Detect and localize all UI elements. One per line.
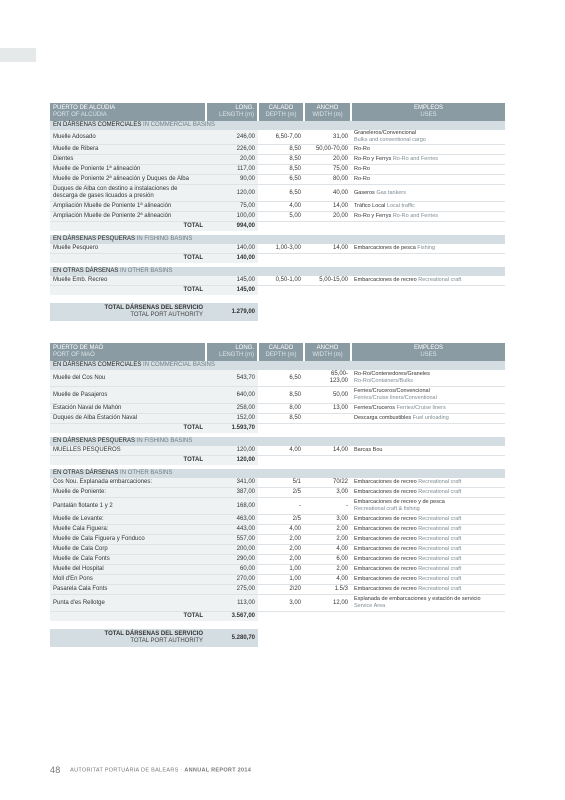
section-label [50,437,505,446]
length-value: 443,00 [206,525,258,535]
length-value: 145,00 [206,276,258,286]
berth-name: Cos Nou. Explanada embarcaciones: [50,478,206,488]
width-value: 13,00 [304,404,351,414]
depth-value: 2,00 [258,555,304,565]
depth-value: 1,00 [258,575,304,585]
length-value: 640,00 [206,387,258,404]
table-row [50,488,505,498]
width-value: 14,00 [304,446,351,456]
uses-cell [351,478,505,488]
section-label [50,267,505,276]
depth-value: 2,00 [258,545,304,555]
depth-value: 3,00 [258,595,304,612]
uses-cell [351,545,505,555]
berth-name: Muelle Adosado [50,130,206,145]
berth-name: Punta d'es Rellotge [50,595,206,612]
section-label-es: EN DÁRSENAS PESQUERAS [53,438,136,444]
page-number: 48 [50,765,61,775]
table-row [50,446,505,456]
uses-es: Ferries/Cruceros/Convencional [354,388,430,394]
length-value: 226,00 [206,145,258,155]
uses-cell [351,585,505,595]
width-value: 20,00 [304,212,351,222]
section-total-label: TOTAL [50,254,206,264]
berth-name: Muelle Pesquero [50,244,206,254]
length-value: 463,00 [206,515,258,525]
depth-value: 1,00-3,00 [258,244,304,254]
berth-name: Muelle de Cala Corp [50,545,206,555]
uses-en: Fuel unloading [412,415,449,421]
table-row [50,525,505,535]
col-length-header: LONG. LENGTH (m) [206,103,258,121]
section-label-en: IN OTHER BASINS [120,470,173,476]
uses-es: Embarcaciones de recreo y de pesca [354,499,445,505]
uses-es: Embarcaciones de recreo [354,556,417,562]
col-uses-header: EMPLEOS USES [351,103,505,121]
length-value: 543,70 [206,370,258,387]
uses-es: Ro-Ro [354,166,370,172]
width-value: 6,00 [304,555,351,565]
port-title: PUERTO DE ALCÚDIA PORT OF ALCÚDIA [50,103,206,121]
grand-total-value: 1.279,00 [206,303,258,321]
uses-cell [351,155,505,165]
berth-name: Muelle de Cala Fonts [50,555,206,565]
berth-name: Muelle de Pasajeros [50,387,206,404]
uses-en: Fishing [417,245,436,251]
uses-cell [351,595,505,612]
width-value: 4,00 [304,545,351,555]
section-header-row [50,267,505,276]
uses-cell [351,185,505,202]
uses-cell [351,404,505,414]
uses-cell [351,414,505,424]
section-header-row [50,437,505,446]
depth-value: 8,50 [258,387,304,404]
table-row [50,276,505,286]
section-total-row [50,424,505,434]
section-total-row [50,612,505,622]
width-value [304,414,351,424]
uses-cell [351,244,505,254]
depth-value: 4,00 [258,446,304,456]
width-value: 4,00 [304,575,351,585]
section-label-es: EN DÁRSENAS COMERCIALES [53,362,142,368]
footer-org: AUTORITAT PORTUÀRIA DE BALEARS [70,767,179,774]
uses-cell [351,175,505,185]
length-value: 75,00 [206,202,258,212]
uses-es: Embarcaciones de recreo [354,586,417,592]
uses-es: Embarcaciones de recreo [354,536,417,542]
table-row [50,130,505,145]
grand-total-label: TOTAL DÁRSENAS DEL SERVICIO TOTAL PORT AUTHORITY [50,303,206,321]
depth-value: 8,50 [258,145,304,155]
table-row [50,545,505,555]
table-row [50,244,505,254]
berth-name: Duques de Alba Estación Naval [50,414,206,424]
width-value: 20,00 [304,155,351,165]
berth-name: Muelle de Cala Figuera y Fonduco [50,535,206,545]
depth-value: 5,00 [258,212,304,222]
length-value: 20,00 [206,155,258,165]
section-label-en: IN FISHING BASINS [136,236,193,242]
width-value: 2,00 [304,525,351,535]
table-row [50,595,505,612]
section-label-en: IN FISHING BASINS [136,438,193,444]
width-value: 14,00 [304,202,351,212]
uses-en: Ro-Ro and Ferries [392,156,439,162]
width-value: 2,00 [304,535,351,545]
table-row [50,414,505,424]
width-value: 80,00 [304,175,351,185]
table-row [50,202,505,212]
section-total-value: 994,00 [206,222,258,232]
berth-name: Muelle Cala Figuera: [50,525,206,535]
uses-es: Barcas Bou [354,447,383,453]
section-label [50,121,505,130]
depth-value: 2\20 [258,585,304,595]
table-row [50,185,505,202]
uses-es: Descarga combustibles [354,415,412,421]
section-total-label: TOTAL [50,424,206,434]
uses-es: Embarcaciones de recreo [354,566,417,572]
width-value: 70/22 [304,478,351,488]
alcudia-table [50,103,505,321]
uses-cell [351,446,505,456]
berth-name: Moll d'En Pons [50,575,206,585]
grand-total-row [50,629,505,647]
width-value: 14,00 [304,244,351,254]
section-total-label: TOTAL [50,222,206,232]
depth-value: 6,50-7,00 [258,130,304,145]
width-value: 1.5/3 [304,585,351,595]
section-label-es: EN OTRAS DÁRSENAS [53,470,119,476]
table-row [50,370,505,387]
uses-cell [351,276,505,286]
uses-es: Embarcaciones de recreo [354,277,417,283]
uses-en: Recreational craft [418,576,462,582]
section-total-row [50,286,505,296]
col-uses-header: EMPLEOS USES [351,343,505,361]
width-value: 2,00 [304,565,351,575]
width-value: 50,00-70,00 [304,145,351,155]
mao-table [50,343,505,647]
section-label [50,361,505,370]
table-row [50,387,505,404]
berth-name: Muelle Emb. Recreo [50,276,206,286]
width-value: 12,00 [304,595,351,612]
grand-total-row [50,303,505,321]
uses-en: Service Area [354,603,386,609]
uses-en: Ro-Ro/Containers/Bulks [354,378,413,384]
uses-cell [351,555,505,565]
uses-en: Ferries/Cruise liners/Conventional [354,395,437,401]
side-tab-marker [0,48,36,62]
uses-cell [351,525,505,535]
section-total-value: 145,00 [206,286,258,296]
length-value: 117,00 [206,165,258,175]
depth-value: 8,50 [258,165,304,175]
uses-es: Ferries/Cruceros [354,405,395,411]
length-value: 140,00 [206,244,258,254]
grand-total-label: TOTAL DÁRSENAS DEL SERVICIO TOTAL PORT AUTHORITY [50,629,206,647]
width-value: 3,00 [304,515,351,525]
length-value: 246,00 [206,130,258,145]
uses-es: Embarcaciones de recreo [354,576,417,582]
berth-name: Muelle de Poniente: [50,488,206,498]
length-value: 258,00 [206,404,258,414]
table-row [50,478,505,488]
length-value: 270,00 [206,575,258,585]
uses-es: Embarcaciones de recreo [354,489,417,495]
length-value: 152,00 [206,414,258,424]
length-value: 557,00 [206,535,258,545]
uses-es: Tráfico Local [354,203,386,209]
berth-name: Pasarela Cala Fonts [50,585,206,595]
uses-cell [351,212,505,222]
depth-value: 8,50 [258,414,304,424]
depth-value: 2/5 [258,488,304,498]
section-header-row [50,469,505,478]
uses-en: Recreational craft [418,489,462,495]
col-length-header: LONG. LENGTH (m) [206,343,258,361]
uses-cell [351,165,505,175]
section-total-value: 120,00 [206,456,258,466]
berth-name: Estación Naval de Mahón [50,404,206,414]
uses-en: Recreational craft & fishing [354,506,420,512]
berth-name: Duques de Alba con destino a instalaciones de descarga de gases licuados a presión [50,185,206,202]
col-width-header: ANCHO WIDTH (m) [304,103,351,121]
length-value: 275,00 [206,585,258,595]
uses-es: Embarcaciones de pesca [354,245,416,251]
length-value: 60,00 [206,565,258,575]
uses-en: Gas tankers [376,189,406,196]
table-row [50,165,505,175]
table-row [50,585,505,595]
depth-value: 0,50-1,00 [258,276,304,286]
width-value: 40,00 [304,185,351,202]
width-value: 31,00 [304,130,351,145]
table-row [50,175,505,185]
depth-value: - [258,498,304,515]
length-value: 113,00 [206,595,258,612]
section-total-value: 3.567,00 [206,612,258,622]
table-row [50,515,505,525]
uses-en: Recreational craft [418,516,462,522]
section-label-es: EN DÁRSENAS COMERCIALES [53,122,142,128]
uses-cell [351,565,505,575]
uses-en: Recreational craft [418,536,462,542]
table-row [50,535,505,545]
width-value: 50,00 [304,387,351,404]
uses-es: Embarcaciones de recreo [354,516,417,522]
uses-en: Recreational craft [418,566,462,572]
depth-value: 8,00 [258,404,304,414]
uses-es: Graneleros/Convencional [354,130,417,136]
width-value: 65,00- 123,00 [304,370,351,387]
uses-en: Recreational craft [418,556,462,562]
depth-value: 4,00 [258,202,304,212]
uses-es: Ro-Ro [354,176,370,182]
depth-value: 2/5 [258,515,304,525]
length-value: 290,00 [206,555,258,565]
uses-cell [351,145,505,155]
width-value: 3,00 [304,488,351,498]
section-total-label: TOTAL [50,456,206,466]
length-value: 90,00 [206,175,258,185]
berth-name: Muelle de Poniente 1ª alineación [50,165,206,175]
uses-en: Local traffic [386,203,415,209]
table-row [50,498,505,515]
col-depth-header: CALADO DEPTH (m) [258,103,304,121]
section-label-en: IN COMMERCIAL BASINS [143,362,215,368]
uses-es: Ro-Ro y Ferrys [354,213,392,219]
section-header-row [50,235,505,244]
uses-cell [351,370,505,387]
uses-en: Recreational craft [418,526,462,532]
width-value: - [304,498,351,515]
berth-name: Ampliación Muelle de Poniente 2ª alineación [50,212,206,222]
section-total-label: TOTAL [50,612,206,622]
footer-report: ANNUAL REPORT 2014 [184,767,252,774]
uses-es: Embarcaciones de recreo [354,546,417,552]
berth-name: MUELLES PESQUEROS [50,446,206,456]
uses-en: Bulks and conventional cargo [354,137,426,143]
section-total-value: 1.593,70 [206,424,258,434]
table-row [50,575,505,585]
col-width-header: ANCHO WIDTH (m) [304,343,351,361]
mao-header-row [50,343,505,361]
berth-name: Muelle de Poniente 2ª alineación y Duques de Alba [50,175,206,185]
berth-name: Muelle del Hospital [50,565,206,575]
table-row [50,565,505,575]
uses-en: Recreational craft [418,479,462,485]
berth-name: Muelle de Levante: [50,515,206,525]
uses-cell [351,535,505,545]
table-row [50,404,505,414]
alcudia-header-row [50,103,505,121]
length-value: 100,00 [206,212,258,222]
col-depth-header: CALADO DEPTH (m) [258,343,304,361]
table-row [50,155,505,165]
length-value: 120,00 [206,185,258,202]
section-total-label: TOTAL [50,286,206,296]
uses-cell [351,515,505,525]
berth-name: Pantalán flotante 1 y 2 [50,498,206,515]
grand-total-value: 5.280,70 [206,629,258,647]
berth-name: Dientes [50,155,206,165]
uses-es: Ro-Ro [354,146,370,152]
length-value: 168,00 [206,498,258,515]
section-label [50,235,505,244]
uses-en: Recreational craft [418,277,462,283]
depth-value: 5/1 [258,478,304,488]
uses-es: Ro-Ro y Ferrys [354,156,392,162]
length-value: 387,00 [206,488,258,498]
uses-es: Embarcaciones de recreo [354,526,417,532]
table-row [50,145,505,155]
uses-es: Ro-Ro/Contenedores/Graneles [354,371,430,377]
width-value: 75,00 [304,165,351,175]
uses-en: Ferries/Cruise liners [396,405,446,411]
uses-cell [351,575,505,585]
section-label-es: EN OTRAS DÁRSENAS [53,268,119,274]
width-value: 5,00-15,00 [304,276,351,286]
berth-name: Muelle del Cos Nou [50,370,206,387]
depth-value: 6,50 [258,370,304,387]
uses-cell [351,498,505,515]
uses-es: Gaseros [354,189,375,196]
length-value: 200,00 [206,545,258,555]
berth-name: Muelle de Ribera [50,145,206,155]
table-row [50,212,505,222]
length-value: 120,00 [206,446,258,456]
section-total-value: 140,00 [206,254,258,264]
uses-en: Recreational craft [418,586,462,592]
section-total-row [50,456,505,466]
uses-es: Embarcaciones de recreo [354,479,417,485]
depth-value: 2,00 [258,535,304,545]
depth-value: 8,50 [258,155,304,165]
section-header-row [50,121,505,130]
uses-en: Ro-Ro and Ferries [392,213,439,219]
uses-en: Recreational craft [418,546,462,552]
page-footer [50,765,251,775]
uses-cell [351,488,505,498]
length-value: 341,00 [206,478,258,488]
section-label-es: EN DÁRSENAS PESQUERAS [53,236,136,242]
depth-value: 6,50 [258,175,304,185]
section-label [50,469,505,478]
depth-value: 4,00 [258,525,304,535]
table-row [50,555,505,565]
depth-value: 1,00 [258,565,304,575]
section-header-row [50,361,505,370]
uses-es: Explanada de embarcaciones y estación de servicio [354,596,481,602]
section-total-row [50,254,505,264]
footer-separator: · [180,767,183,774]
section-total-row [50,222,505,232]
port-title: PUERTO DE MAÓ PORT OF MAÓ [50,343,206,361]
section-label-en: IN COMMERCIAL BASINS [143,122,215,128]
depth-value: 6,50 [258,185,304,202]
berth-name: Ampliación Muelle de Poniente 1ª alineación [50,202,206,212]
section-label-en: IN OTHER BASINS [120,268,173,274]
uses-cell [351,202,505,212]
uses-cell [351,387,505,404]
uses-cell [351,130,505,145]
